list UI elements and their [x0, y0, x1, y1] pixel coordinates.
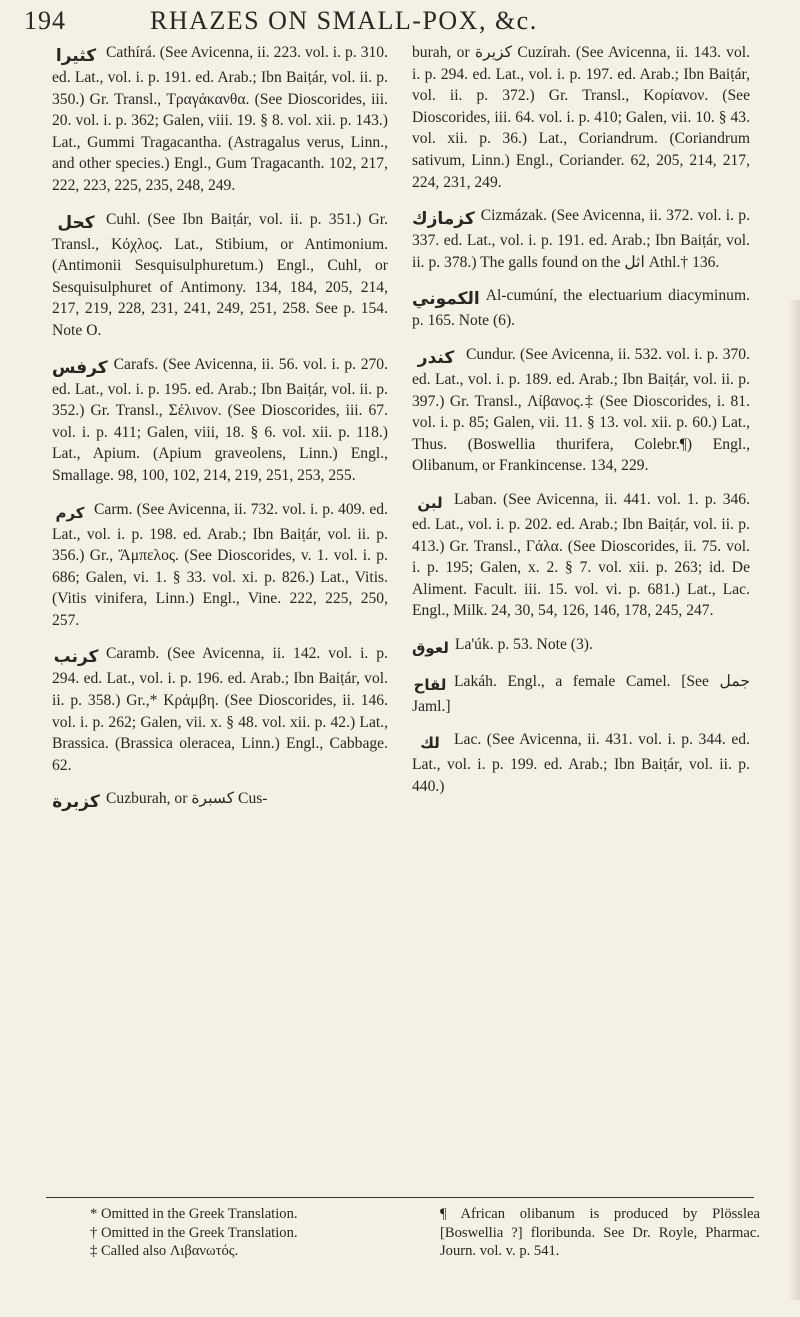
glossary-entry-laban [412, 489, 750, 622]
footnote-pilcrow: ¶ African olibanum is produced by Plösslea [Boswellia ?] floribunda. See Dr. Royle, Pharmac. Journ. vol. v. p. 541. [440, 1206, 760, 1260]
entry-text: Cizmázak. (See Avicenna, ii. 372. vol. i. p. 337. ed. Lat., vol. i. p. 191. ed. Arab.; Ibn Baiṭár, vol. ii. p. 378.) The galls found on the اثل Athl.† 136. [412, 207, 750, 271]
entry-text: La'úk. p. 53. Note (3). [454, 635, 593, 653]
entry-text: Cundur. (See Avicenna, ii. 532. vol. i. p. 370. ed. Lat., vol. i. p. 189. ed. Arab.; Ibn Baiṭár, vol. ii. p. 397.) Gr. Transl., Λίβανος.‡ (See Dioscorides, i. 81. vol. i. p. 85; Galen, vii. 11. § 13. vol. xii. p. 60.) Lat., Thus. (Boswellia thurifera, Colebr.¶) Engl., Olibanum, or Frankincense. 134, 229. [412, 345, 750, 475]
entry-text: Carm. (See Avicenna, ii. 732. vol. i. p. 409. ed. Lat., vol. i. p. 198. ed. Arab.; Ibn Baiṭár, vol. ii. p. 356.) Gr., Ἄμπελος. (See Dioscorides, v. 1. vol. i. p. 686; Galen, vi. 1. § 33. vol. xi. p. 826.) Lat., Vitis. (Vitis vinifera, Linn.) Engl., Vine. 222, 225, 250, 257. [52, 500, 388, 629]
entry-text: Caramb. (See Avicenna, ii. 142. vol. i. p. 294. ed. Lat., vol. i. p. 196. ed. Arab.; Ibn Baiṭár, vol. ii. p. 358.) Gr.,* Κράμβη. (See Dioscorides, ii. 146. vol. i. p. 262; Galen, vii. x. § 48. vol. xii. p. 42.) Lat., Brassica. (Brassica oleracea, Linn.) Engl., Cabbage. 62. [52, 645, 388, 774]
arabic-headword: كزمازك [412, 209, 475, 230]
footnote-divider [46, 1197, 754, 1198]
entry-text: Carafs. (See Avicenna, ii. 56. vol. i. p. 270. ed. Lat., vol. i. p. 195. ed. Arab.; Ibn Baiṭár, vol. ii. p. 352.) Gr. Transl., Σέλινον. (See Dioscorides, iii. 67. vol. i. p. 411; Galen, viii, 18. § 6. vol. xii. p. 118.) Lat., Apium. (Apium graveolens, Linn.) Engl., Smallage. 98, 100, 102, 214, 219, 251, 253, 255. [52, 355, 388, 484]
footnote-dagger: † Omitted in the Greek Translation. [90, 1224, 298, 1241]
arabic-headword: لقاح [413, 675, 447, 694]
footnotes-right [440, 1205, 760, 1261]
footnotes-left [90, 1205, 400, 1261]
glossary-entry-cuzburah-continued [412, 42, 750, 193]
entry-text: Cathírá. (See Avicenna, ii. 223. vol. i. p. 310. ed. Lat., vol. i. p. 191. ed. Arab.; Ibn Baiṭár, vol. ii. p. 350.) Gr. Transl., Τραγάκανθα. (See Dioscorides, iii. 20. vol. i. p. 362; Galen, viii. 19. § 8. vol. xii. p. 143.) Lat., Gummi Tragacantha. (Astragalus verus, Linn., and other species.) Engl., Gum Tragacanth. 102, 217, 222, 223, 225, 235, 248, 249. [52, 44, 388, 194]
running-head: RHAZES ON SMALL-POX, &c. [150, 6, 538, 35]
glossary-entry-cuzburah [52, 788, 388, 813]
entry-text: Lac. (See Avicenna, ii. 431. vol. i. p. 344. ed. Lat., vol. i. p. 199. ed. Arab.; Ibn Baiṭár, vol. ii. p. 440.) [412, 731, 750, 796]
arabic-headword: كرم [55, 503, 85, 522]
left-column [52, 42, 388, 825]
page-header [0, 0, 800, 40]
arabic-headword: كثيرا [55, 46, 97, 66]
arabic-headword: كحل [57, 212, 95, 233]
footnote-asterisk: * Omitted in the Greek Translation. [90, 1206, 298, 1222]
glossary-entry-cathira [52, 42, 388, 197]
arabic-headword: لبن [417, 493, 443, 512]
arabic-headword: كرفس [52, 357, 108, 378]
entry-text: burah, or كزيرة Cuzírah. (See Avicenna, ii. 143. vol. i. p. 294. ed. Lat., vol. i. p. 197. ed. Arab.; Ibn Baiṭár, vol. ii. p. 372.) Gr. Transl., Κορίανον. (See Dioscorides, iii. 64. vol. i. p. 410; Galen, vii. 10. § 43. vol. xii. p. 36.) Lat., Coriandrum. (Coriandrum sativum, Linn.) Engl., Coriander. 62, 205, 214, 217, 224, 231, 249. [412, 44, 750, 191]
glossary-entry-cizmazak [412, 205, 750, 273]
arabic-headword: لعوق [412, 638, 449, 657]
arabic-headword: كرنب [53, 647, 99, 668]
glossary-entry-lac [412, 729, 750, 797]
glossary-entry-carm [52, 499, 388, 632]
entry-text: Lakáh. Engl., a female Camel. [See جمل Jaml.] [412, 672, 750, 715]
footnote-double-dagger: ‡ Called also Λιβανωτός. [90, 1243, 239, 1260]
arabic-headword: كندر [417, 347, 455, 368]
arabic-headword: لك [420, 734, 440, 753]
arabic-headword: كزبرة [52, 792, 100, 813]
entry-text: Al-cumúní, the electuarium diacyminum. p. 165. Note (6). [412, 287, 750, 330]
page-number: 194 [24, 6, 66, 35]
entry-text: Cuhl. (See Ibn Baiṭár, vol. ii. p. 351.) Gr. Transl., Κόχλος. Lat., Stibium, or Antimonium. (Antimonii Sesquisulphuretum.) Engl., Cuhl, or Sesquisulphuret of Antimony. 134, 184, 205, 214, 217, 219, 228, 231, 241, 249, 251, 258. See p. 154. Note O. [52, 210, 388, 339]
page-edge-shadow [788, 300, 800, 1300]
glossary-entry-cundur [412, 344, 750, 477]
glossary-entry-lauk [412, 634, 750, 659]
glossary-entry-caramb [52, 643, 388, 776]
entry-text: Cuzburah, or كسبرة Cus- [106, 790, 268, 808]
right-column [412, 42, 750, 810]
arabic-headword: الكموني [412, 289, 480, 310]
glossary-entry-al-cumuni [412, 285, 750, 332]
glossary-entry-cuhl [52, 209, 388, 342]
entry-text: Laban. (See Avicenna, ii. 441. vol. 1. p. 346. ed. Lat., vol. i. p. 202. ed. Arab.; Ibn Baiṭár, vol. ii. p. 413.) Gr. Transl., Γάλα. (See Dioscorides, ii. 75. vol. i. p. 195; Galen, x. 2. § 7. vol. xii. p. 263; id. De Aliment. Facult. iii. 15. vol. vi. p. 681.) Lat., Lac. Engl., Milk. 24, 30, 54, 126, 146, 178, 245, 247. [412, 490, 750, 620]
glossary-entry-lakah [412, 671, 750, 718]
glossary-entry-carafs [52, 354, 388, 487]
